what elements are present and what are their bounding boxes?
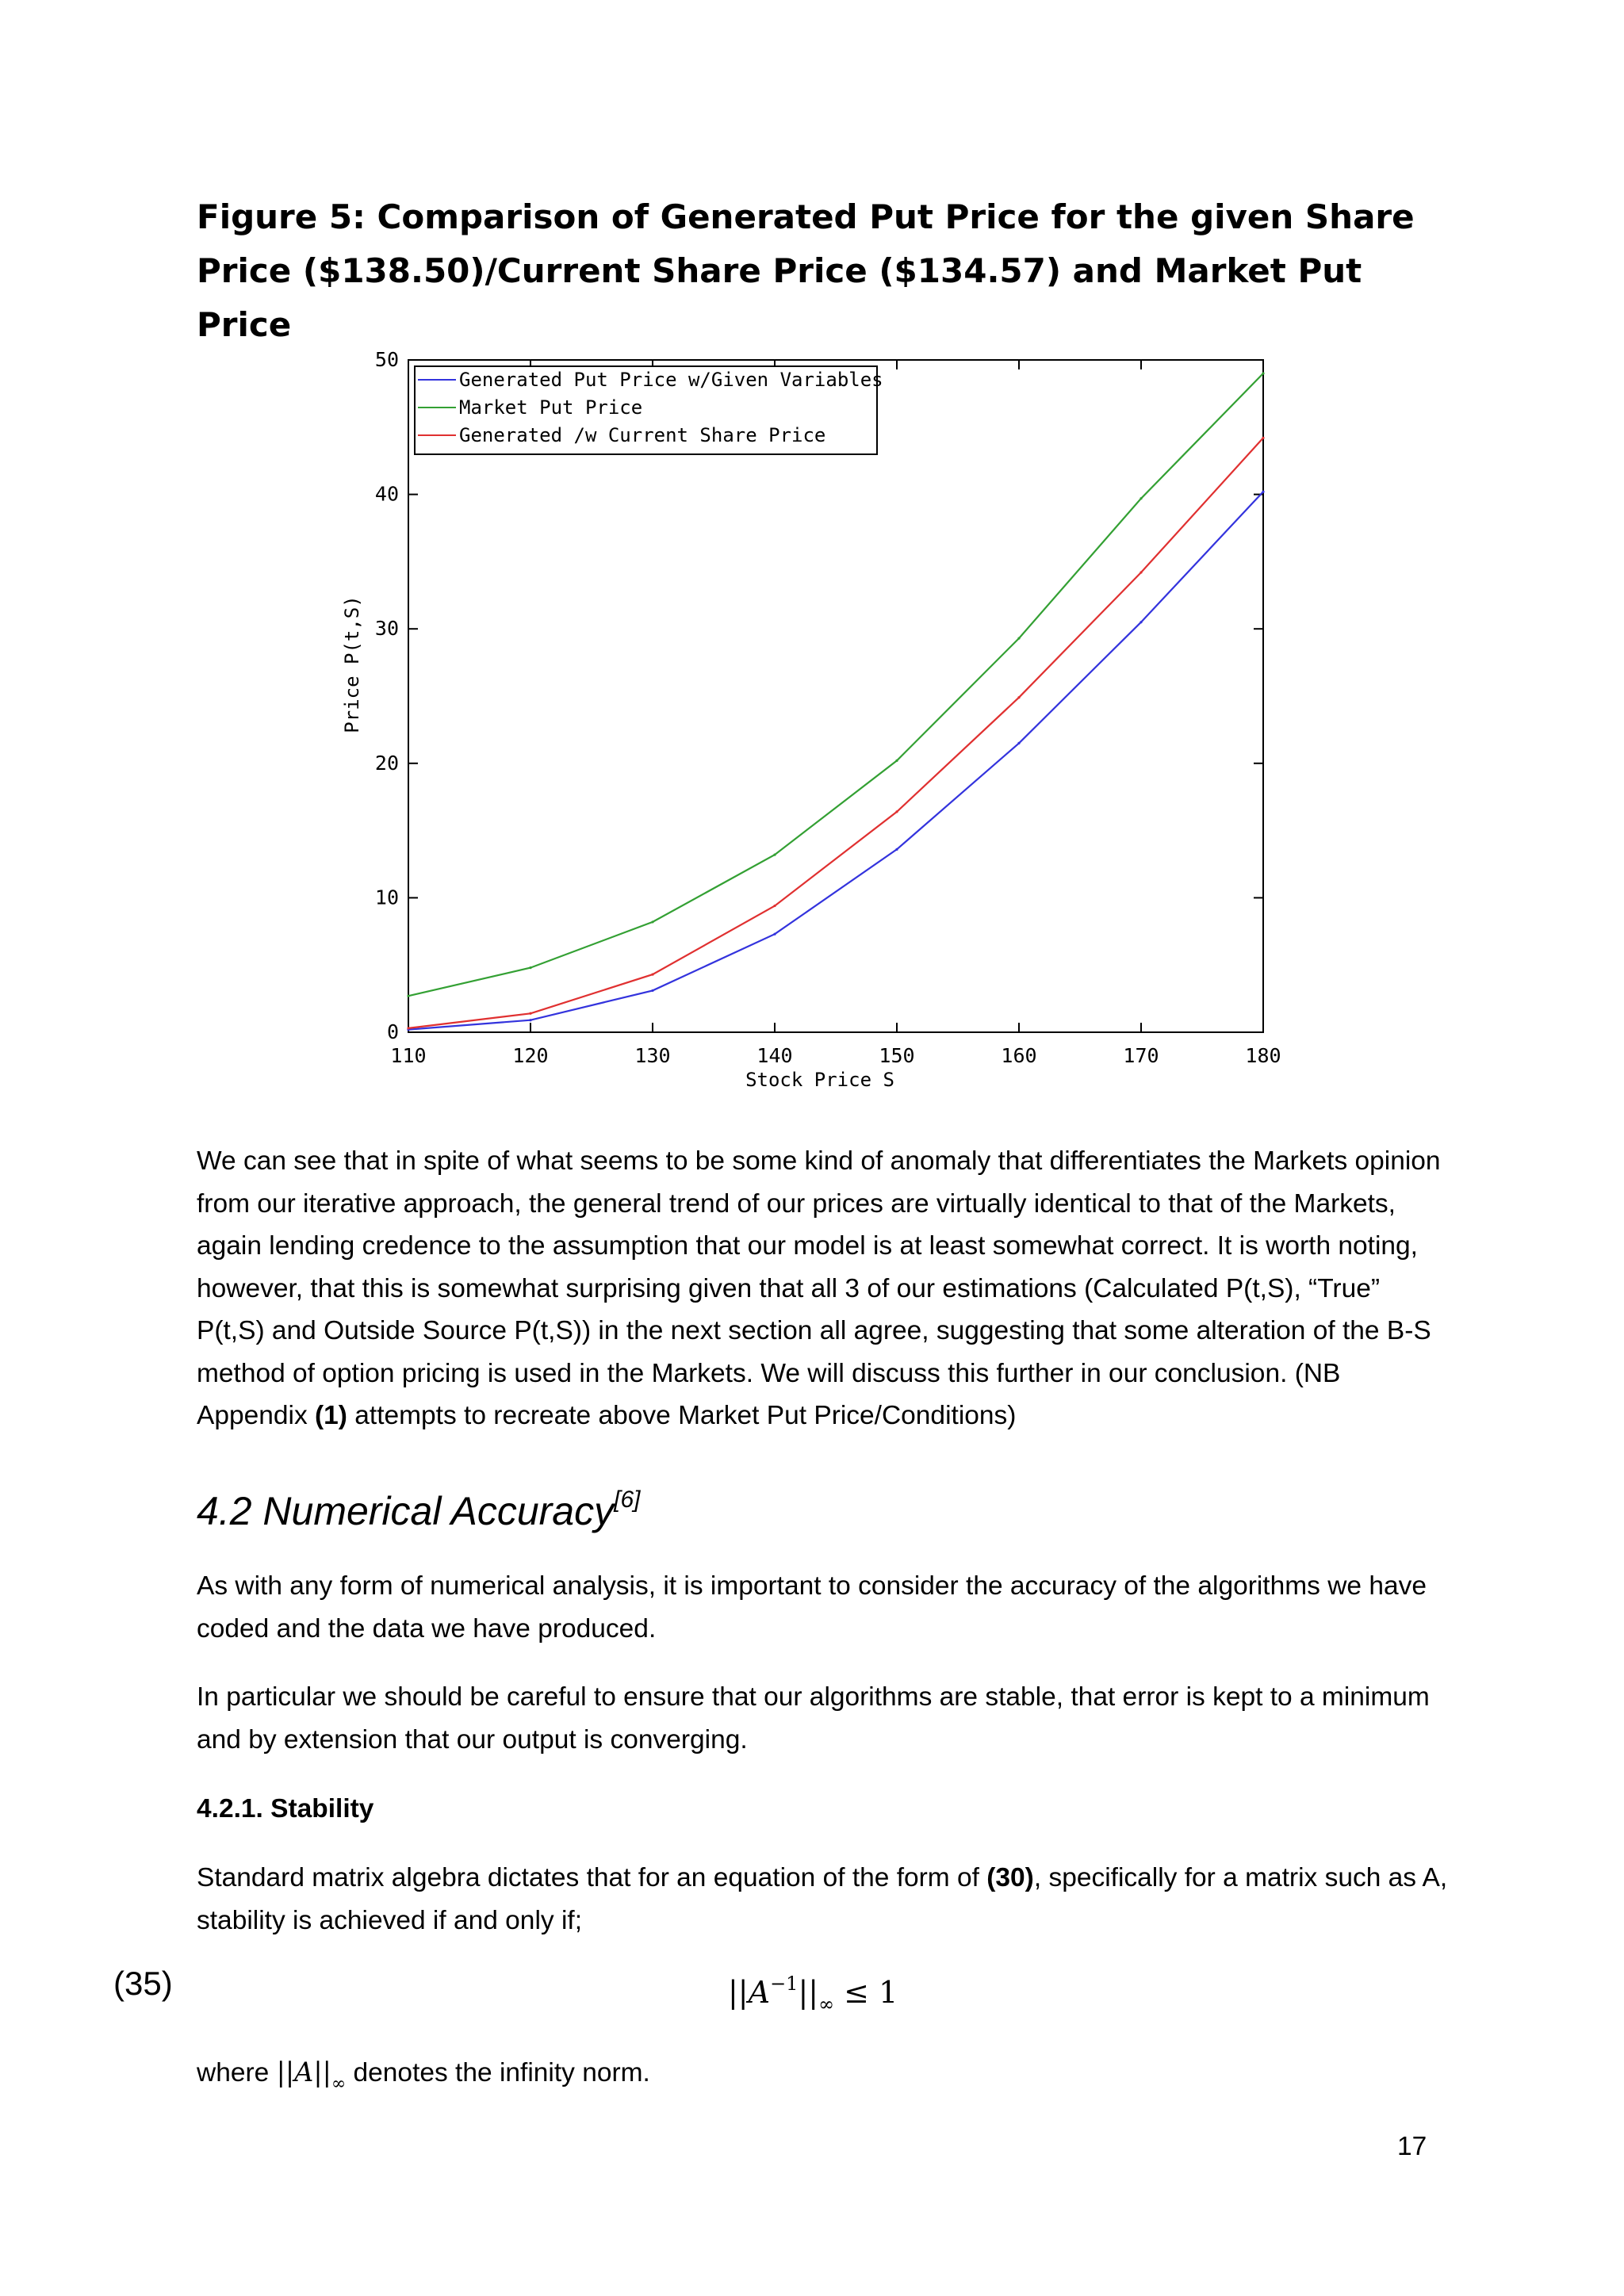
x-tick-label: 180 xyxy=(1245,1044,1281,1067)
paragraph-anomaly-end: attempts to recreate above Market Put Price/Conditions) xyxy=(347,1401,1017,1430)
y-axis-label: Price P(t,S) xyxy=(341,595,363,733)
x-axis-label: Stock Price S xyxy=(745,1069,894,1091)
series-1-point xyxy=(773,933,776,936)
series-2-point xyxy=(1262,372,1264,374)
x-tick-label: 160 xyxy=(1001,1044,1037,1067)
series-2-point xyxy=(407,995,409,997)
series-2-point xyxy=(529,966,531,969)
line-chart xyxy=(317,341,1300,1102)
section-heading-text: 4.2 Numerical Accuracy xyxy=(197,1489,615,1533)
paragraph-matrix-end: , specifically for a matrix such as A, stability is achieved if and only if; xyxy=(197,1863,1448,1935)
norm-definition xyxy=(197,2050,650,2107)
series-1-point xyxy=(529,1019,531,1021)
y-tick-label: 20 xyxy=(374,751,399,775)
series-2-point xyxy=(1139,497,1142,499)
x-tick-label: 120 xyxy=(512,1044,549,1067)
norm-expression: ||A|| xyxy=(276,2057,331,2087)
figure-title: Figure 5: Comparison of Generated Put Price for the given Share Price ($138.50)/Current Share Price ($134.57) and Market Put Price xyxy=(197,197,1415,344)
appendix-reference: (1) xyxy=(315,1401,347,1430)
series-3-point xyxy=(1017,696,1020,698)
series-1-point xyxy=(1139,621,1142,623)
legend-entry: Generated /w Current Share Price xyxy=(459,424,826,446)
paragraph-accuracy: As with any form of numerical analysis, it is important to consider the accuracy of the algorithms we have coded and the data we have produced. xyxy=(197,1571,1427,1644)
series-3-point xyxy=(1139,571,1142,573)
norm-open: || xyxy=(728,1975,749,2010)
legend-entry: Generated Put Price w/Given Variables xyxy=(459,369,883,391)
equation-reference: (30) xyxy=(986,1863,1034,1892)
y-tick-label: 10 xyxy=(374,886,399,909)
y-tick-label: 50 xyxy=(374,348,399,371)
where-text: where xyxy=(197,2058,277,2087)
infinity-subscript: ∞ xyxy=(818,1993,835,2015)
page-number: 17 xyxy=(1397,2132,1427,2161)
section-heading xyxy=(197,1475,640,1536)
series-3-point xyxy=(407,1027,409,1029)
series-1-point xyxy=(1262,491,1264,493)
subsection-heading: 4.2.1. Stability xyxy=(197,1794,374,1823)
x-tick-label: 130 xyxy=(634,1044,671,1067)
y-tick-label: 30 xyxy=(374,617,399,641)
series-3-point xyxy=(651,973,653,975)
plot-area xyxy=(408,360,1263,1032)
legend-entry: Market Put Price xyxy=(459,396,643,419)
y-tick-label: 40 xyxy=(374,482,399,506)
x-tick-label: 170 xyxy=(1123,1044,1159,1067)
relation: ≤ 1 xyxy=(844,1975,898,2010)
x-tick-label: 110 xyxy=(390,1044,427,1067)
paragraph-matrix-text: Standard matrix algebra dictates that for an equation of the form of xyxy=(197,1863,987,1892)
paragraph-matrix xyxy=(197,1857,1450,1942)
series-2-point xyxy=(1017,637,1020,639)
norm-close: || xyxy=(798,1975,819,2010)
section-citation: [6] xyxy=(614,1487,641,1513)
series-2-point xyxy=(895,760,898,762)
series-1-point xyxy=(1017,742,1020,744)
x-tick-label: 150 xyxy=(879,1044,915,1067)
norm-subscript: ∞ xyxy=(331,2074,347,2094)
equation-number: (35) xyxy=(113,1965,173,2002)
series-1-point xyxy=(895,848,898,851)
x-tick-label: 140 xyxy=(756,1044,793,1067)
series-3-point xyxy=(895,810,898,813)
paragraph-stability-intro: In particular we should be careful to ensure that our algorithms are stable, that error is kept to a minimum and by extension that our output is converging. xyxy=(197,1682,1430,1755)
series-3-point xyxy=(529,1012,531,1015)
series-1-point xyxy=(651,989,653,992)
series-2-point xyxy=(773,854,776,856)
inverse-exponent: −1 xyxy=(770,1973,799,1995)
where-end: denotes the infinity norm. xyxy=(346,2058,650,2087)
y-tick-label: 0 xyxy=(386,1020,399,1043)
matrix-symbol: A xyxy=(748,1975,771,2010)
series-3-point xyxy=(773,905,776,907)
paragraph-anomaly xyxy=(197,1140,1450,1437)
series-2-point xyxy=(651,920,653,923)
stability-equation xyxy=(728,1961,898,2026)
paragraph-anomaly-text: We can see that in spite of what seems to be some kind of anomaly that differentiates the Markets opinion from our iterative approach, the general trend of our prices are virtually identical to that of the Markets, again lending credence to the assumption that our model is at least somewhat correct. It is worth noting, however, that this is somewhat surprising given that all 3 of our estimations (Calculated P(t,S), “True” P(t,S) and Outside Source P(t,S)) in the next section all agree, suggesting that some alteration of the B-S method of option pricing is used in the Markets. We will discuss this further in our conclusion. (NB Appendix xyxy=(197,1146,1441,1430)
series-3-point xyxy=(1262,437,1264,439)
